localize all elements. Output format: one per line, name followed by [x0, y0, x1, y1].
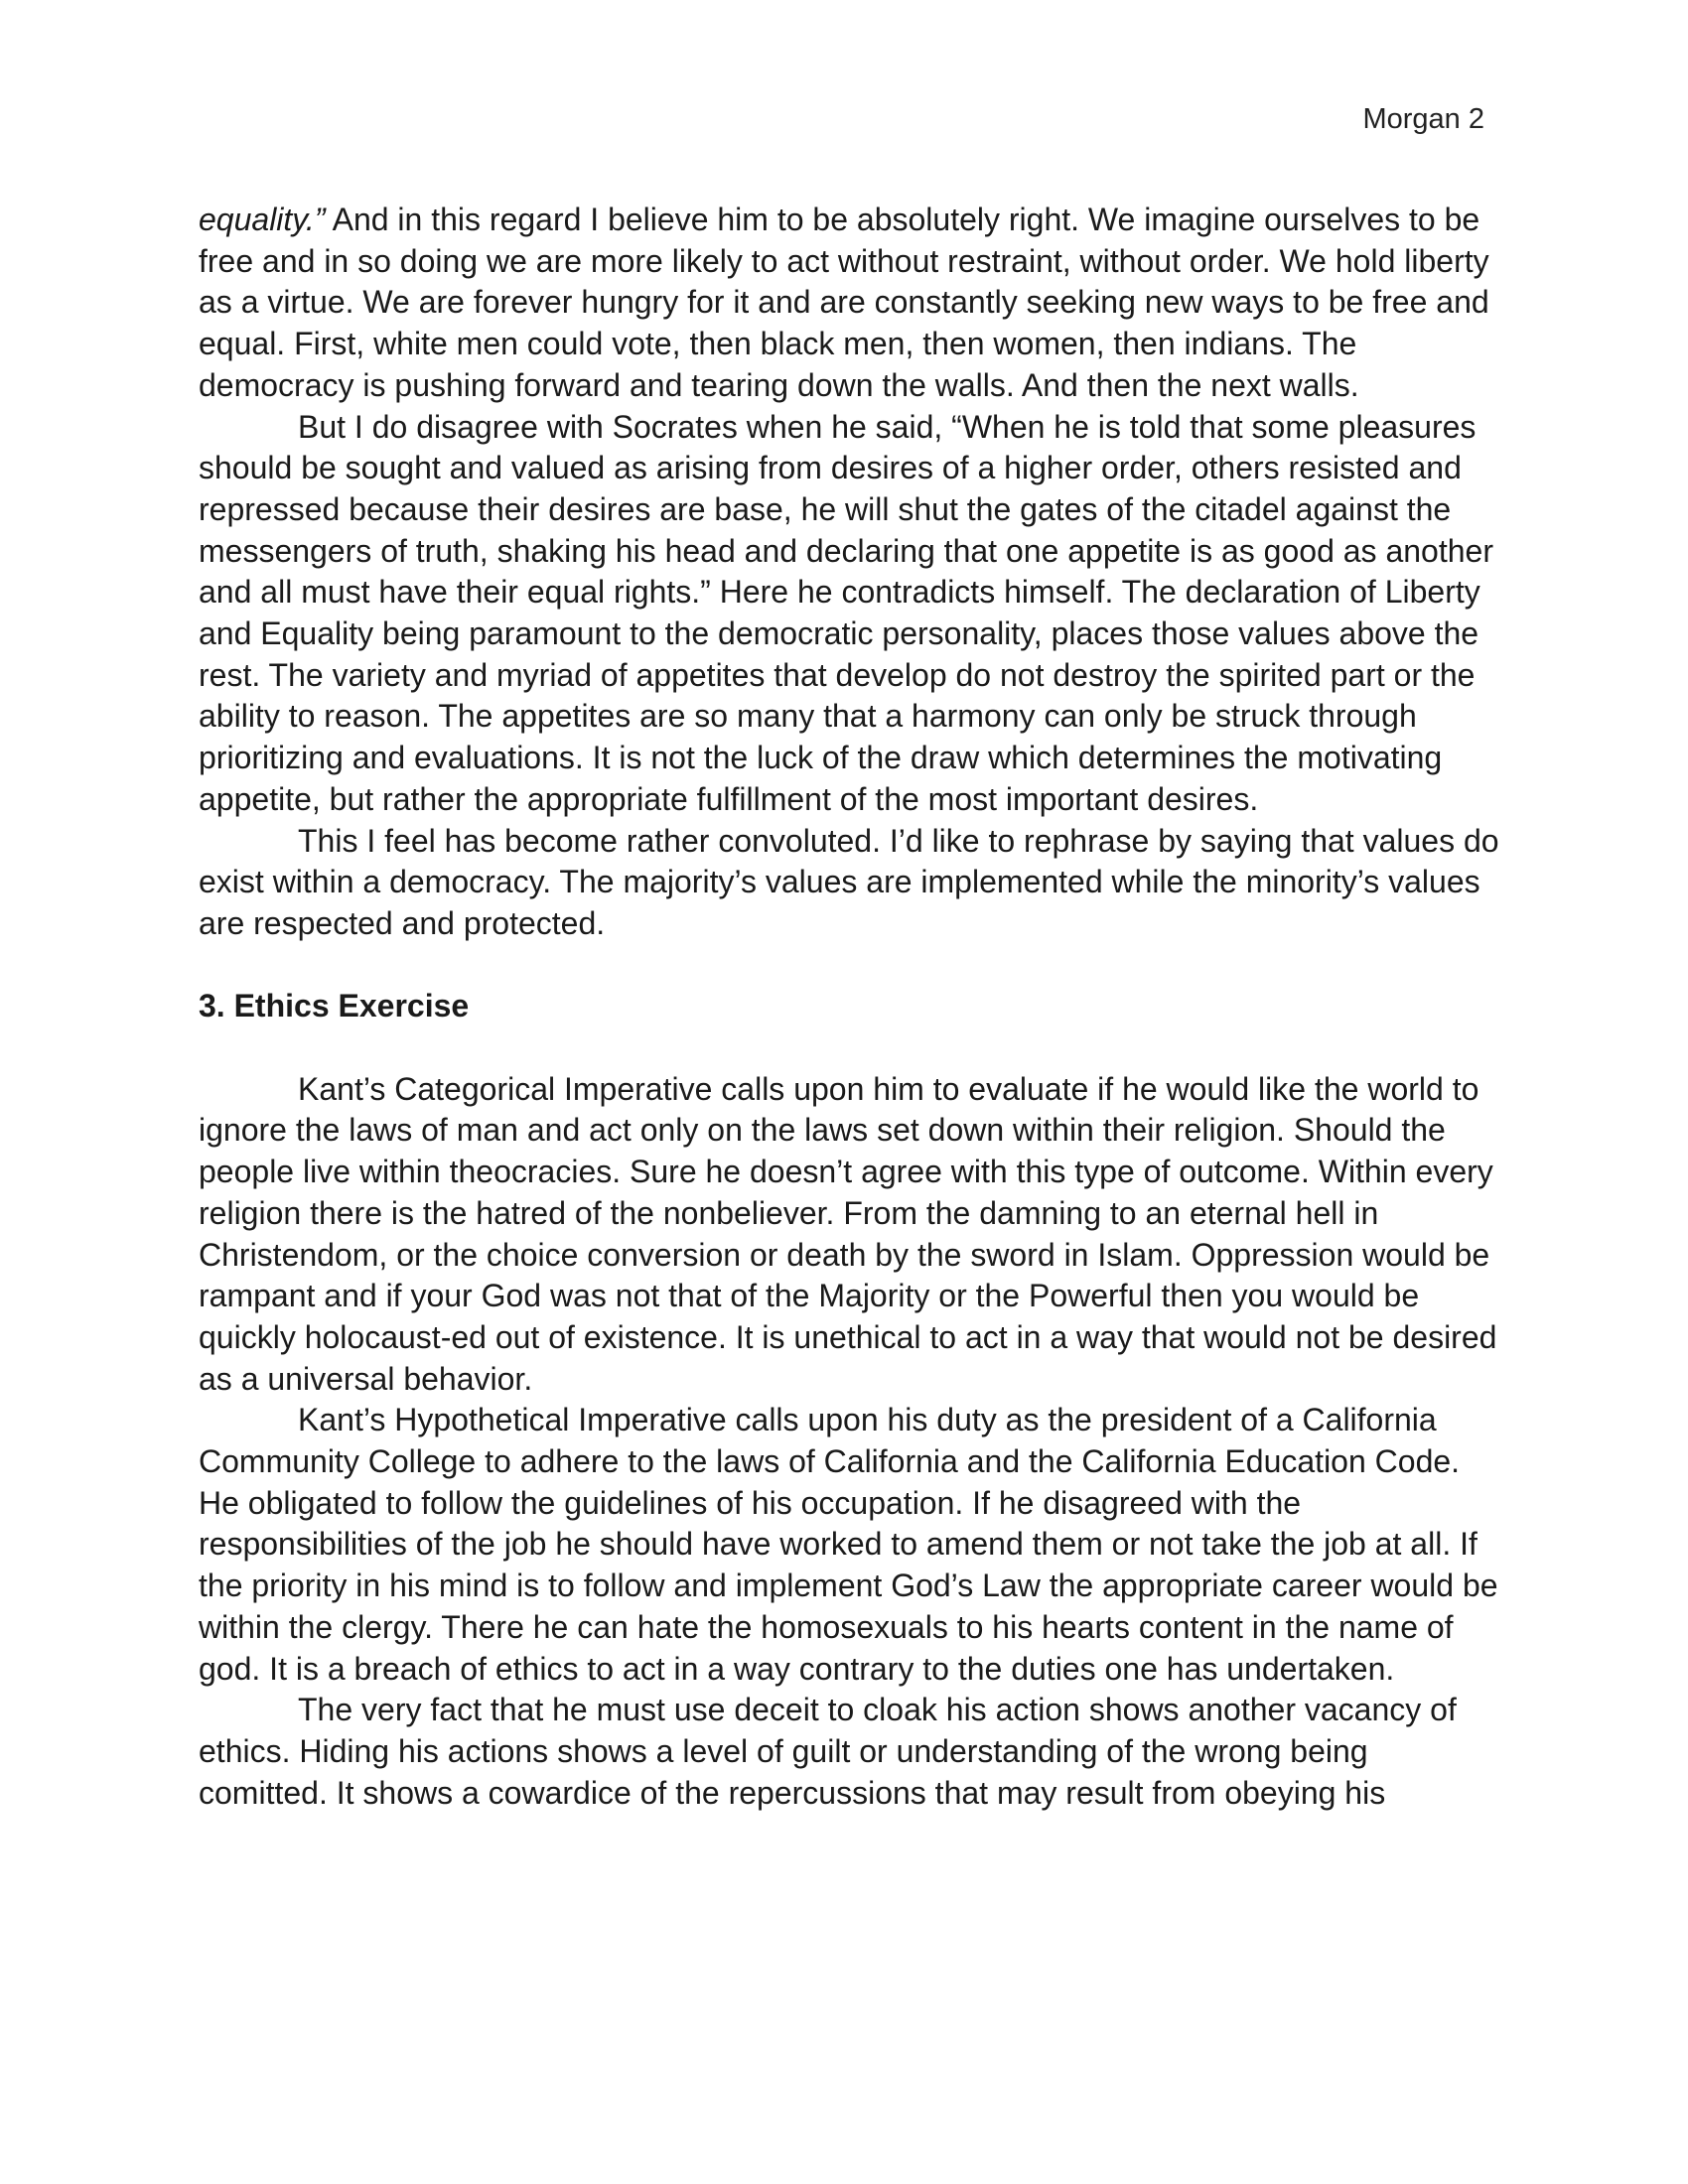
running-head: Morgan 2 — [1362, 103, 1484, 135]
paragraph-text: And in this regard I believe him to be absolutely right. We imagine ourselves to be free and in so doing we are more likely to act without restraint, without order. We hold liberty as a virtue. We are forever hungry for it and are constantly seeking new ways to be free and equal. First, white men could vote, then black men, then women, then indians. The democracy is pushing forward and tearing down the walls. And then the next walls. — [199, 202, 1489, 403]
spacer — [199, 945, 1499, 987]
paragraph-equality — [199, 200, 1499, 407]
quote-fragment: equality.” — [199, 202, 326, 237]
paragraph-categorical-imperative: Kant’s Categorical Imperative calls upon him to evaluate if he would like the world to ignore the laws of man and act only on the laws set down within their religion. Should the people live within theocracies. Sure he doesn’t agree with this type of outcome. Within every religion there is the hatred of the nonbeliever. From the damning to an eternal hell in Christendom, or the choice conversion or death by the sword in Islam. Oppression would be rampant and if your God was not that of the Majority or the Powerful then you would be quickly holocaust-ed out of existence. It is unethical to act in a way that would not be desired as a universal behavior. — [199, 1070, 1497, 1397]
paragraph-socrates: But I do disagree with Socrates when he said, “When he is told that some pleasures should be sought and valued as arising from desires of a higher order, others resisted and repressed because their desires are base, he will shut the gates of the citadel against the messengers of truth, shaking his head and declaring that one appetite is as good as another and all must have their equal rights.” Here he contradicts himself. The declaration of Liberty and Equality being paramount to the democratic personality, places those values above the rest. The variety and myriad of appetites that develop do not destroy the spirited part or the ability to reason. The appetites are so many that a harmony can only be struck through prioritizing and evaluations. It is not the luck of the draw which determines the motivating appetite, but rather the appropriate fulfillment of the most important desires. — [199, 408, 1493, 817]
paragraph-deceit: The very fact that he must use deceit to cloak his action shows another vacancy of ethics. Hiding his actions shows a level of guilt or understanding of the wrong being comitted. It shows a cowardice of the repercussions that may result from obeying his — [199, 1692, 1457, 1811]
document-body — [199, 200, 1499, 1814]
paragraph-rephrase: This I feel has become rather convoluted. I’d like to rephrase by saying that values do exist within a democracy. The majority’s values are implemented while the minority’s values are respected and protected. — [199, 822, 1499, 941]
paragraph-hypothetical-imperative: Kant’s Hypothetical Imperative calls upon his duty as the president of a California Community College to adhere to the laws of California and the California Education Code. He obligated to follow the guidelines of his occupation. If he disagreed with the responsibilities of the job he should have worked to amend them or not take the job at all. If the priority in his mind is to follow and implement God’s Law the appropriate career would be within the clergy. There he can hate the homosexuals to his hearts content in the name of god. It is a breach of ethics to act in a way contrary to the duties one has undertaken. — [199, 1402, 1498, 1687]
section-heading: 3. Ethics Exercise — [199, 988, 470, 1024]
spacer — [199, 1027, 1499, 1069]
